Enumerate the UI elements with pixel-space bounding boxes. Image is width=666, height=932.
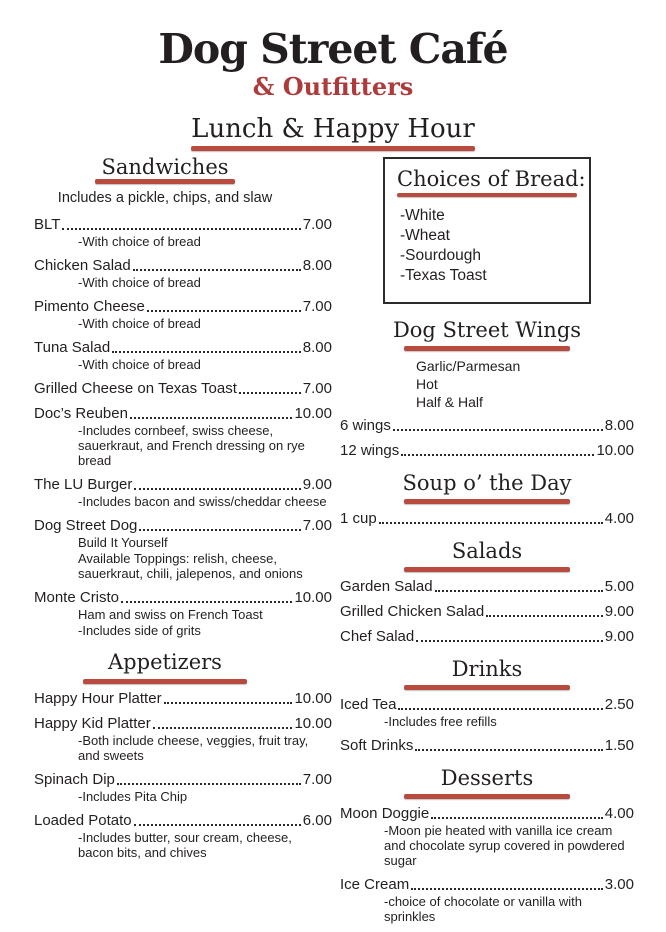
menu-item-iced-tea <box>340 696 634 729</box>
menu-item-monte-cristo <box>34 589 332 638</box>
item-desc: -Moon pie heated with vanilla ice cream and chocolate syrup covered in powdered sugar <box>384 823 625 868</box>
red-underline <box>404 499 570 504</box>
item-price: 7.00 <box>302 771 332 788</box>
section-title: Dog Street Wings <box>392 318 582 342</box>
menu-item-grilled-cheese <box>34 380 332 397</box>
item-desc: -With choice of bread <box>78 234 201 249</box>
section-header-sandwiches <box>34 155 296 184</box>
item-price: 7.00 <box>302 517 332 534</box>
item-price: 10.00 <box>294 715 332 732</box>
wing-flavor: Hot <box>416 376 438 392</box>
dot-leader <box>130 417 293 419</box>
menu-item-chicken-salad <box>34 257 332 290</box>
bread-option: -Sourdough <box>400 247 482 264</box>
dot-leader <box>133 269 301 271</box>
menu-item-chef-salad <box>340 628 634 645</box>
wing-flavor: Garlic/Parmesan <box>416 358 521 374</box>
menu-item-pimento-cheese <box>34 298 332 331</box>
menu-item-lu-burger <box>34 476 332 509</box>
item-name: Tuna Salad <box>34 339 111 356</box>
item-name: Ice Cream <box>340 876 410 893</box>
item-price: 7.00 <box>302 298 332 315</box>
dot-leader <box>112 351 301 353</box>
item-desc: -With choice of bread <box>78 275 201 290</box>
item-name: Chef Salad <box>340 628 415 645</box>
item-price: 6.00 <box>302 812 332 829</box>
left-column <box>34 155 332 868</box>
menu-heading-text: Lunch & Happy Hour <box>191 114 475 145</box>
item-name: Garden Salad <box>340 578 433 595</box>
menu-item-dog-street-dog <box>34 517 332 581</box>
menu-item-6-wings <box>340 417 634 434</box>
item-name: Spinach Dip <box>34 771 115 788</box>
item-desc: -choice of chocolate or vanilla with sprinkles <box>384 894 582 924</box>
dot-leader <box>435 590 603 592</box>
item-desc: -Includes Pita Chip <box>78 789 188 804</box>
bread-option: -White <box>400 207 445 224</box>
item-name: Happy Kid Platter <box>34 715 151 732</box>
section-title: Sandwiches <box>101 155 229 179</box>
section-title: Soup o’ the Day <box>402 471 572 495</box>
dot-leader <box>153 727 293 729</box>
sandwiches-note: Includes a pickle, chips, and slaw <box>57 190 273 206</box>
item-price: 7.00 <box>302 380 332 397</box>
menu-item-happy-kid-platter <box>34 715 332 763</box>
item-price: 4.00 <box>604 805 634 822</box>
dot-leader <box>121 601 292 603</box>
item-name: Doc’s Reuben <box>34 405 128 422</box>
section-header-wings <box>340 318 634 351</box>
wings-flavors <box>340 357 634 411</box>
dot-leader <box>239 392 301 394</box>
item-desc: Build It Yourself <box>78 535 168 550</box>
bread-option: -Texas Toast <box>400 267 487 284</box>
item-desc: Ham and swiss on French Toast <box>78 607 263 622</box>
right-column <box>340 157 634 932</box>
item-price: 8.00 <box>604 417 634 434</box>
red-underline <box>404 794 570 799</box>
item-name: The LU Burger <box>34 476 133 493</box>
bread-choices-box <box>383 157 591 304</box>
item-price: 9.00 <box>604 603 634 620</box>
section-header-drinks <box>340 657 634 690</box>
section-title: Desserts <box>440 766 534 790</box>
menu-item-grilled-chicken-salad <box>340 603 634 620</box>
red-underline <box>404 346 570 351</box>
item-desc: -Both include cheese, veggies, fruit tray, and sweets <box>78 733 309 763</box>
section-header-soup <box>340 471 634 504</box>
item-desc: Available Toppings: relish, cheese, sauerkraut, chili, jalepenos, and onions <box>78 551 303 581</box>
menu-heading <box>191 114 475 151</box>
dot-leader <box>398 708 602 710</box>
section-header-appetizers <box>34 650 296 684</box>
dot-leader <box>486 615 603 617</box>
menu-item-12-wings <box>340 442 634 459</box>
item-price: 2.50 <box>604 696 634 713</box>
item-name: Monte Cristo <box>34 589 120 606</box>
menu-item-garden-salad <box>340 578 634 595</box>
red-underline <box>404 567 570 572</box>
wing-flavor: Half & Half <box>416 394 483 410</box>
red-underline <box>95 179 235 184</box>
dot-leader <box>134 488 300 490</box>
item-desc: -With choice of bread <box>78 357 201 372</box>
menu-item-spinach-dip <box>34 771 332 804</box>
menu-item-soup-cup <box>340 510 634 527</box>
item-price: 7.00 <box>302 216 332 233</box>
section-title: Appetizers <box>108 650 222 674</box>
section-header-desserts <box>340 766 634 799</box>
dot-leader <box>416 640 603 642</box>
item-price: 9.00 <box>302 476 332 493</box>
item-name: Loaded Potato <box>34 812 132 829</box>
menu-item-happy-hour-platter <box>34 690 332 707</box>
dot-leader <box>415 749 602 751</box>
item-name: Pimento Cheese <box>34 298 145 315</box>
section-title: Salads <box>451 539 523 563</box>
item-name: Iced Tea <box>340 696 397 713</box>
item-desc: -With choice of bread <box>78 316 201 331</box>
dot-leader <box>164 702 293 704</box>
item-price: 3.00 <box>604 876 634 893</box>
item-desc: -Includes butter, sour cream, cheese, bacon bits, and chives <box>78 830 292 860</box>
item-name: Moon Doggie <box>340 805 430 822</box>
bread-box-title: Choices of Bread: <box>397 167 586 191</box>
dot-leader <box>431 817 603 819</box>
item-price: 5.00 <box>604 578 634 595</box>
menu-item-loaded-potato <box>34 812 332 860</box>
item-name: Grilled Chicken Salad <box>340 603 485 620</box>
dot-leader <box>117 783 301 785</box>
item-price: 10.00 <box>294 589 332 606</box>
dot-leader <box>147 310 301 312</box>
red-underline <box>83 679 247 684</box>
item-name: Grilled Cheese on Texas Toast <box>34 380 237 397</box>
item-desc: -Includes bacon and swiss/cheddar cheese <box>78 494 327 509</box>
red-underline <box>404 685 570 690</box>
item-name: 6 wings <box>340 417 391 434</box>
dot-leader <box>379 522 603 524</box>
dot-leader <box>134 824 301 826</box>
red-underline <box>191 146 475 151</box>
item-price: 8.00 <box>302 257 332 274</box>
dot-leader <box>62 228 300 230</box>
item-price: 4.00 <box>604 510 634 527</box>
item-price: 10.00 <box>294 690 332 707</box>
item-price: 10.00 <box>294 405 332 422</box>
item-name: Happy Hour Platter <box>34 690 162 707</box>
menu-item-soft-drinks <box>340 737 634 754</box>
menu-item-docs-reuben <box>34 405 332 468</box>
dot-leader <box>411 888 603 890</box>
menu-item-tuna-salad <box>34 339 332 372</box>
item-name: 12 wings <box>340 442 400 459</box>
dot-leader <box>401 454 594 456</box>
menu-item-moon-doggie <box>340 805 634 868</box>
item-name: Soft Drinks <box>340 737 414 754</box>
bread-option: -Wheat <box>400 227 450 244</box>
section-title: Drinks <box>451 657 523 681</box>
dot-leader <box>393 429 603 431</box>
item-desc: -Includes cornbeef, swiss cheese, sauerkraut, and French dressing on rye bread <box>78 423 305 468</box>
red-underline <box>397 193 577 197</box>
item-price: 8.00 <box>302 339 332 356</box>
item-name: Chicken Salad <box>34 257 131 274</box>
brand-subtitle: & Outfitters <box>252 72 414 102</box>
menu-item-blt <box>34 216 332 249</box>
item-price: 9.00 <box>604 628 634 645</box>
item-price: 1.50 <box>604 737 634 754</box>
item-desc: -Includes side of grits <box>78 623 201 638</box>
item-price: 10.00 <box>596 442 634 459</box>
brand-title: Dog Street Café <box>158 25 508 73</box>
dot-leader <box>139 529 300 531</box>
item-name: 1 cup <box>340 510 377 527</box>
section-header-salads <box>340 539 634 572</box>
item-desc: -Includes free refills <box>384 714 497 729</box>
item-name: Dog Street Dog <box>34 517 138 534</box>
menu-item-ice-cream <box>340 876 634 924</box>
item-name: BLT <box>34 216 61 233</box>
